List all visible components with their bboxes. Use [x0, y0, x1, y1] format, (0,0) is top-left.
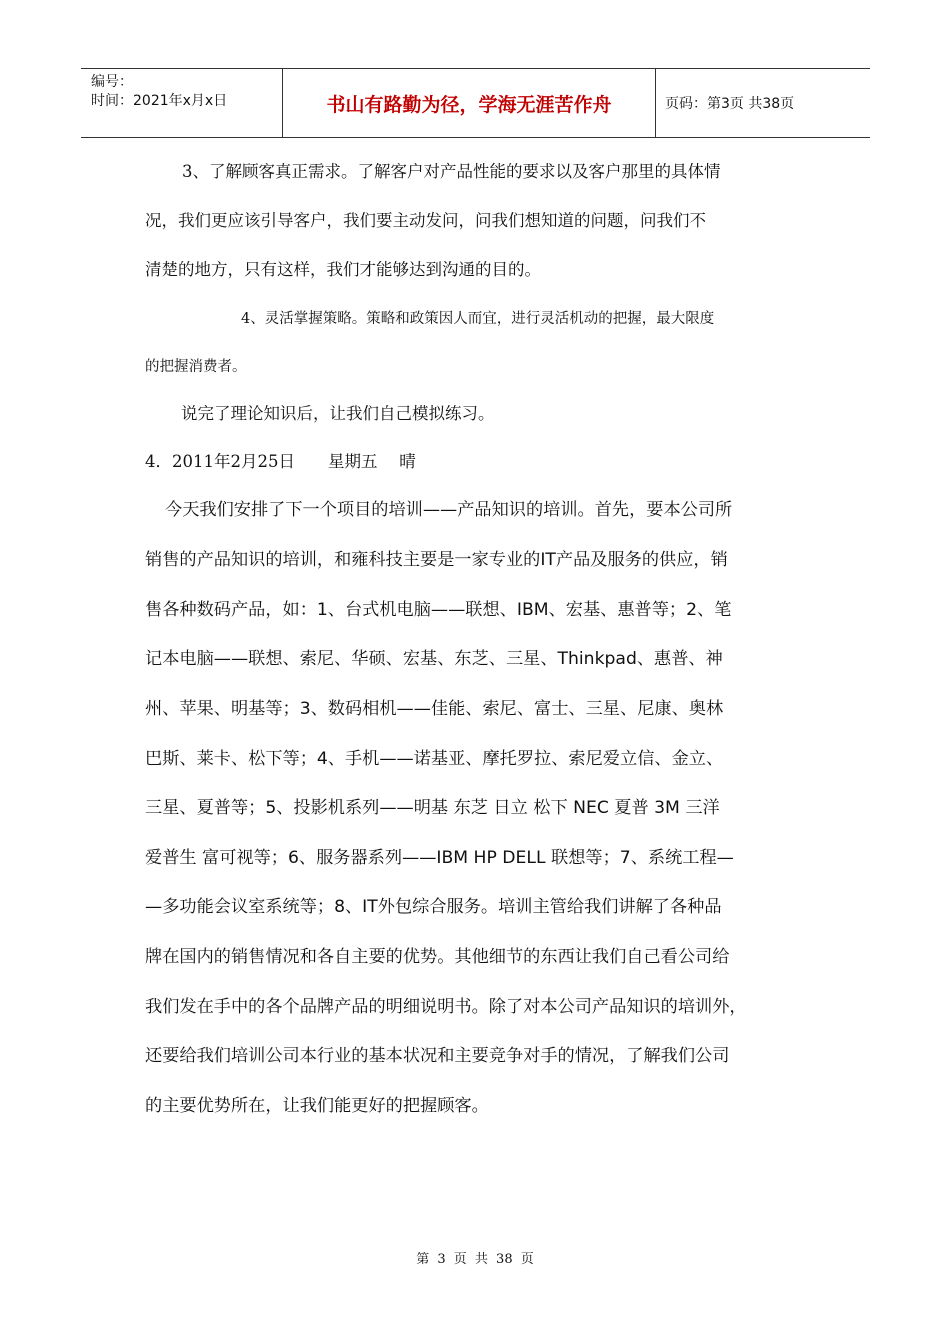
- summary-line: 说完了理论知识后，让我们自己模拟练习。: [181, 404, 495, 423]
- header-motto: 书山有路勤为径，学海无涯苦作舟: [326, 93, 612, 116]
- header-page-cell: [656, 69, 870, 137]
- text-line: 巴斯、莱卡、松下等；4、手机——诺基亚、摩托罗拉、索尼爱立信、金立、: [145, 749, 724, 769]
- header-page-info: 页码：第3页 共38页: [665, 96, 795, 112]
- document-number-label: 编号：: [91, 74, 133, 90]
- header-meta: [81, 69, 283, 137]
- text-line: 清楚的地方，只有这样，我们才能够达到沟通的目的。: [145, 260, 541, 279]
- text-line: 州、苹果、明基等；3、数码相机——佳能、索尼、富士、三星、尼康、奥林: [145, 699, 724, 719]
- text-line: 的主要优势所在，让我们能更好的把握顾客。: [145, 1096, 489, 1116]
- text-line: 爱普生 富可视等；6、服务器系列——IBM HP DELL 联想等；7、系统工程—: [145, 848, 734, 868]
- text-line: —多功能会议室系统等；8、IT外包综合服务。培训主管给我们讲解了各种品: [145, 897, 722, 917]
- text-line: 今天我们安排了下一个项目的培训——产品知识的培训。首先，要本公司所: [165, 500, 733, 520]
- page-header: [81, 68, 870, 138]
- text-line: 3、了解顾客真正需求。了解客户对产品性能的要求以及客户那里的具体情: [182, 162, 721, 181]
- text-line: 售各种数码产品，如：1、台式机电脑——联想、IBM、宏基、惠普等；2、笔: [145, 600, 732, 620]
- text-line: 三星、夏普等；5、投影机系列——明基 东芝 日立 松下 NEC 夏普 3M 三洋: [145, 798, 720, 818]
- page-footer: 第 3 页 共 38 页: [416, 1252, 534, 1267]
- entry-heading: 4．2011年2月25日 星期五 晴: [145, 452, 416, 471]
- text-line: 销售的产品知识的培训，和雍科技主要是一家专业的IT产品及服务的供应，销: [145, 550, 728, 570]
- text-line: 牌在国内的销售情况和各自主要的优势。其他细节的东西让我们自己看公司给: [145, 947, 730, 967]
- text-line: 况，我们更应该引导客户，我们要主动发问，问我们想知道的问题，问我们不: [145, 211, 706, 230]
- document-date: 时间：2021年x月x日: [91, 93, 228, 109]
- text-line: 4、灵活掌握策略。策略和政策因人而宜，进行灵活机动的把握，最大限度: [241, 311, 715, 327]
- text-line: 的把握消费者。: [145, 359, 247, 375]
- header-motto-cell: [283, 69, 656, 137]
- text-line: 还要给我们培训公司本行业的基本状况和主要竞争对手的情况，了解我们公司: [145, 1046, 730, 1066]
- text-line: 记本电脑——联想、索尼、华硕、宏基、东芝、三星、Thinkpad、惠普、神: [145, 649, 723, 669]
- text-line: 我们发在手中的各个品牌产品的明细说明书。除了对本公司产品知识的培训外，: [145, 997, 747, 1017]
